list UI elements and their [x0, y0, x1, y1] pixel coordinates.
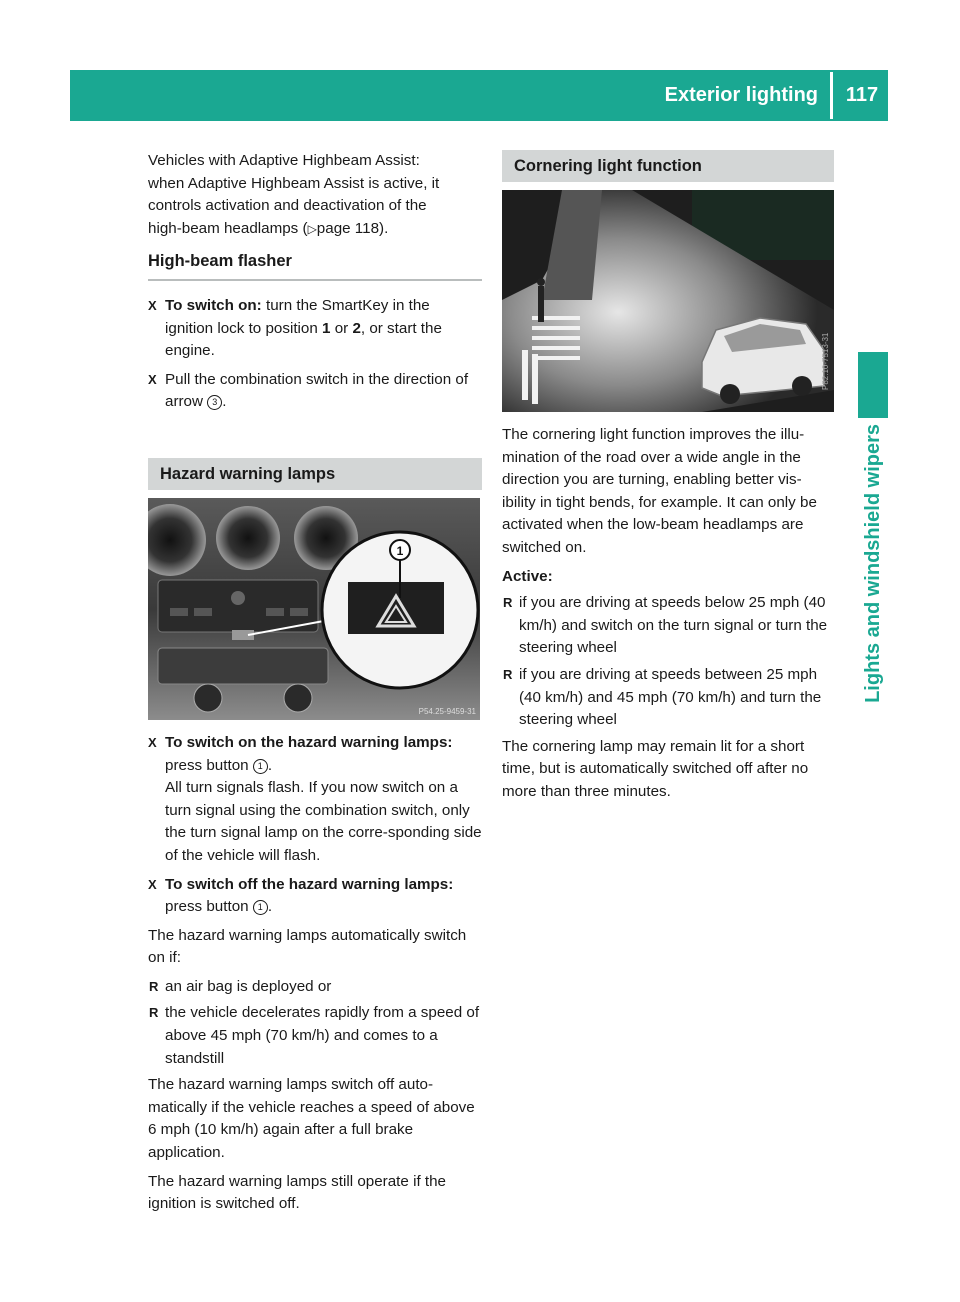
list-item — [148, 1002, 482, 1070]
cornering-light-figure — [502, 190, 834, 412]
step-text: . — [222, 393, 227, 411]
high-beam-flasher-heading: High-beam flasher — [148, 250, 482, 281]
step-marker-icon: X — [148, 734, 157, 750]
figure-code: P54.25-9459-31 — [418, 706, 476, 716]
list-item-text: if you are driving at speeds below 25 mph (40 km/h) and switch on the turn signal or turn the steering wheel — [519, 594, 828, 657]
auto-off-paragraph: The hazard warning lamps switch off auto-matically if the vehicle reaches a speed of above 6 mph (10 km/h) again after a full brake application. — [148, 1076, 475, 1162]
hazard-button-figure — [148, 498, 480, 720]
pedestrian-icon — [538, 286, 544, 322]
cornering-section-heading: Cornering light function — [502, 150, 834, 182]
step-item — [148, 369, 482, 414]
step-text: press button — [165, 898, 253, 916]
step-label: To switch off the hazard warning lamps: — [165, 875, 454, 893]
car-icon — [702, 318, 824, 404]
list-item-text: the vehicle decelerates rapidly from a speed of above 45 mph (70 km/h) and comes to a standstill — [165, 1004, 480, 1067]
callout-ref: 1 — [253, 900, 268, 915]
active-label: Active: — [502, 567, 553, 585]
step-text: press button — [165, 756, 253, 774]
header-divider — [830, 72, 833, 119]
ignition-note: The hazard warning lamps still operate if the ignition is switched off. — [148, 1172, 446, 1213]
step-text: . — [267, 756, 273, 774]
list-item — [148, 976, 482, 999]
list-item-text: if you are driving at speeds between 25 mph (40 km/h) and 45 mph (70 km/h) and turn the steering wheel — [519, 665, 822, 729]
step-marker-icon: X — [148, 876, 157, 892]
left-column — [148, 150, 482, 1222]
list-item-text: an air bag is deployed or — [165, 977, 332, 995]
step-marker-icon: X — [148, 371, 157, 387]
step-text: Pull the combination switch in the direction of arrow — [165, 370, 469, 411]
auto-on-intro: The hazard warning lamps automatically switch on if: — [148, 926, 467, 967]
step-text: All turn signals flash. If you now switch on a turn signal using the combination switch, only the turn signal lamp on the corre-sponding side of the vehicle will flash. — [165, 779, 482, 864]
step-text: turn the SmartKey in the ignition lock to position — [165, 296, 430, 337]
chapter-tab-block — [858, 352, 888, 418]
chapter-tab-label: Lights and windshield wipers — [862, 424, 884, 703]
right-column — [502, 150, 834, 810]
section-title: Exterior lighting — [664, 84, 818, 106]
callout-ref: 1 — [253, 759, 268, 774]
list-item — [502, 592, 834, 660]
step-item — [148, 874, 482, 919]
intro-paragraph — [148, 150, 482, 240]
bullet-icon: R — [149, 978, 159, 994]
list-item — [502, 664, 834, 732]
short-time-note: The cornering lamp may remain lit for a short time, but is automatically switched off after no more than three minutes. — [502, 737, 809, 800]
chapter-tab — [858, 424, 888, 764]
intro-line: high-beam headlamps ( — [148, 219, 308, 237]
bullet-icon: R — [149, 1005, 159, 1021]
intro-line: Vehicles with Adaptive Highbeam Assist: — [148, 152, 420, 169]
figure-code: P82.10-7513-31 — [821, 332, 830, 390]
intro-line: controls activation and deactivation of the — [148, 197, 427, 215]
air-vent-icon — [216, 506, 280, 570]
page-number: 117 — [845, 84, 879, 106]
bullet-icon: R — [503, 595, 513, 611]
intro-line: when Adaptive Highbeam Assist is active, it — [148, 174, 440, 192]
page-ref-arrow-icon: ▷ — [307, 221, 317, 236]
callout-ref: 3 — [207, 395, 222, 410]
step-text: . — [267, 898, 273, 916]
step-label: To switch on: — [165, 296, 262, 314]
step-item — [148, 295, 482, 363]
position-number: 2 — [352, 319, 361, 337]
callout-number: 1 — [396, 543, 404, 558]
step-label: To switch on the hazard warning lamps: — [165, 733, 453, 751]
bullet-icon: R — [503, 666, 513, 682]
step-marker-icon: X — [148, 297, 157, 313]
position-number: 1 — [322, 319, 331, 337]
cornering-intro: The cornering light function improves the illu-mination of the road over a wide angle in the direction you are turning, enabling better vis-ibility in tight bends, for example. It can only be activated when the low-beam headlamps are switched on. — [502, 426, 817, 556]
step-item — [148, 732, 482, 868]
hazard-section-heading: Hazard warning lamps — [148, 458, 482, 490]
header-bar — [70, 70, 888, 121]
step-text: or — [330, 319, 353, 337]
step-text: , or start the engine. — [165, 319, 442, 360]
page-ref-link[interactable]: page 118). — [316, 219, 389, 237]
